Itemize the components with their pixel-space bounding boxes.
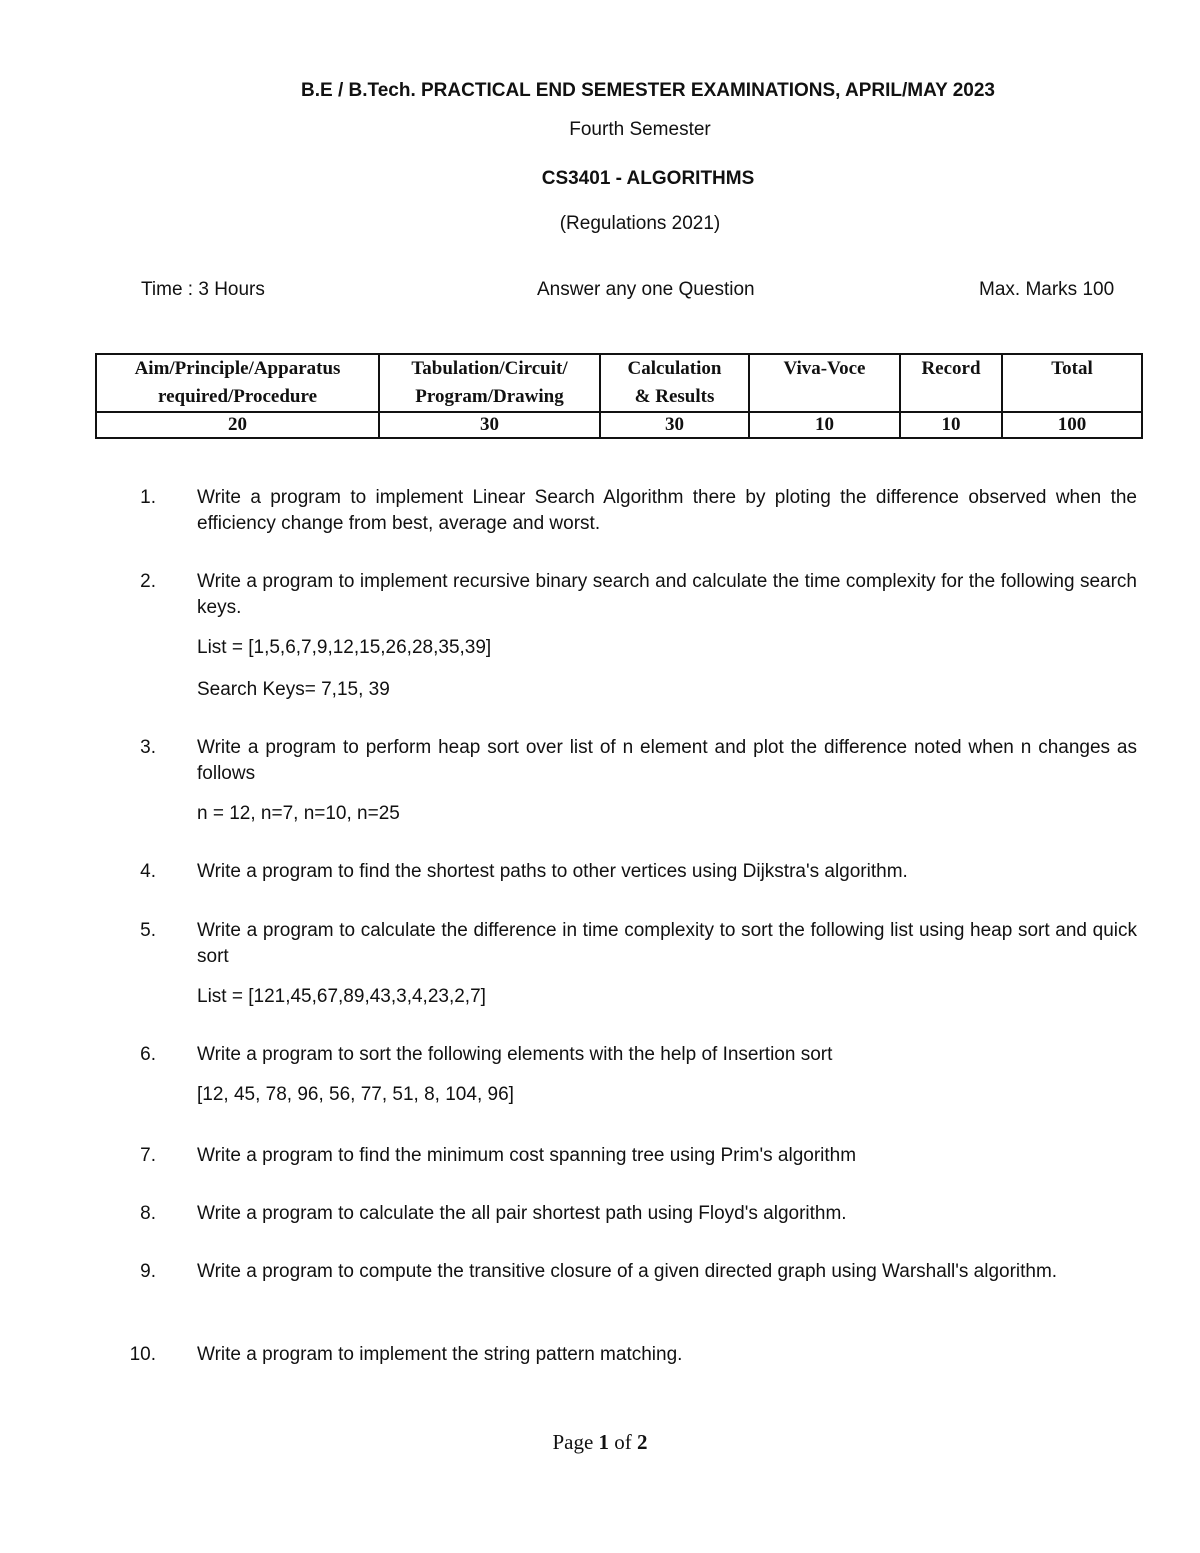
header-cell-total <box>1002 354 1142 412</box>
question-number: 4. <box>140 861 156 882</box>
header-line: Aim/Principle/Apparatus <box>134 358 341 379</box>
question-text: Write a program to implement Linear Search Algorithm there by ploting the difference observed when the efficiency change from best, average and worst. <box>197 487 1137 534</box>
table-header-row <box>96 354 1142 412</box>
header-line: Calculation <box>627 358 722 379</box>
question-text: Write a program to compute the transitive closure of a given directed graph using Warshall's algorithm. <box>197 1261 1058 1282</box>
question-number: 3. <box>140 737 156 758</box>
subject-title: CS3401 - ALGORITHMS <box>541 168 755 189</box>
page-word: Page <box>552 1430 594 1454</box>
time-label: Time : 3 Hours <box>141 279 265 300</box>
question-number: 2. <box>140 571 156 592</box>
question-number: 6. <box>140 1044 156 1065</box>
header-line: Total <box>1051 358 1093 379</box>
question-text: Write a program to calculate the all pair shortest path using Floyd's algorithm. <box>197 1203 847 1224</box>
question-text: Write a program to calculate the difference in time complexity to sort the following list using heap sort and quick sort <box>197 920 1137 967</box>
header-cell-calculation <box>600 354 749 412</box>
header-line: Record <box>921 358 981 379</box>
question-detail: List = [121,45,67,89,43,3,4,23,2,7] <box>197 986 486 1007</box>
header-line: Tabulation/Circuit/ <box>411 358 568 379</box>
header-cell-tabulation <box>379 354 600 412</box>
question-text: Write a program to sort the following elements with the help of Insertion sort <box>197 1044 833 1065</box>
value-cell-total: 100 <box>1002 412 1142 438</box>
value-cell-calculation: 30 <box>600 412 749 438</box>
question-number: 10. <box>129 1344 156 1365</box>
question-detail: n = 12, n=7, n=10, n=25 <box>197 803 400 824</box>
question-text: Write a program to perform heap sort over list of n element and plot the difference noted when n changes as follows <box>197 737 1137 784</box>
value-cell-aim: 20 <box>96 412 379 438</box>
question-number: 9. <box>140 1261 156 1282</box>
question-detail: Search Keys= 7,15, 39 <box>197 679 390 700</box>
page-footer <box>0 1430 1200 1455</box>
table-values-row <box>96 412 1142 438</box>
header-line: required/Procedure <box>157 386 318 407</box>
header-cell-aim <box>96 354 379 412</box>
value-cell-viva: 10 <box>749 412 900 438</box>
question-text: Write a program to implement the string pattern matching. <box>197 1344 683 1365</box>
regulations-label: (Regulations 2021) <box>559 213 721 234</box>
page-total: 2 <box>637 1430 648 1454</box>
question-text: Write a program to find the shortest paths to other vertices using Dijkstra's algorithm. <box>197 861 908 882</box>
header-line: Viva-Voce <box>783 358 866 379</box>
question-number: 7. <box>140 1145 156 1166</box>
question-number: 1. <box>140 487 156 508</box>
exam-title: B.E / B.Tech. PRACTICAL END SEMESTER EXAMINATIONS, APRIL/MAY 2023 <box>301 80 995 101</box>
page-current: 1 <box>598 1430 610 1454</box>
header-line: Program/Drawing <box>415 386 564 407</box>
value-cell-tabulation: 30 <box>379 412 600 438</box>
value-cell-record: 10 <box>900 412 1002 438</box>
question-detail: List = [1,5,6,7,9,12,15,26,28,35,39] <box>197 637 492 658</box>
question-text: Write a program to find the minimum cost spanning tree using Prim's algorithm <box>197 1145 857 1166</box>
marks-distribution-table <box>95 353 1143 439</box>
max-marks-label: Max. Marks 100 <box>979 279 1115 300</box>
header-cell-record <box>900 354 1002 412</box>
question-number: 8. <box>140 1203 156 1224</box>
semester-label: Fourth Semester <box>569 119 711 140</box>
question-detail: [12, 45, 78, 96, 56, 77, 51, 8, 104, 96] <box>197 1084 514 1105</box>
of-word: of <box>614 1430 632 1454</box>
header-cell-viva <box>749 354 900 412</box>
header-line: & Results <box>634 386 715 407</box>
question-number: 5. <box>140 920 156 941</box>
instruction-label: Answer any one Question <box>537 279 755 300</box>
question-text: Write a program to implement recursive binary search and calculate the time complexity for the following search keys. <box>197 571 1137 618</box>
